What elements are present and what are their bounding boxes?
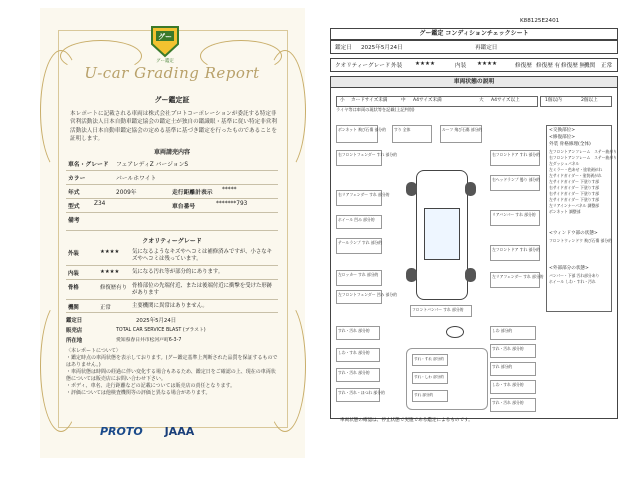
quality-stars: 正常	[100, 305, 111, 311]
callout-text: ルーフ 飛び石傷 部分的	[442, 127, 483, 132]
field-value: *****	[222, 187, 237, 193]
list-item: ボンネット 調整部	[549, 209, 581, 214]
part-callout	[336, 150, 397, 166]
callout-text: すれ・汚れ 部分的	[492, 346, 524, 351]
vehicle-row	[66, 170, 278, 185]
interior-callout	[490, 380, 536, 394]
list-item: 外装 骨格修理(全体)	[549, 142, 591, 147]
callout-text: すれ・しわ 部分的	[414, 375, 444, 379]
goo-kantei-badge-icon	[148, 24, 182, 58]
quality-desc: 主要機関に異常はありません。	[132, 303, 208, 309]
list-item: 右サイドガイダー 下塗りす部	[549, 185, 600, 190]
address-row	[66, 336, 278, 344]
car-top-diagram	[406, 170, 476, 300]
callout-text: 左ロッカー すれ 部分的	[338, 272, 379, 277]
callout-text: 右フロントドア すれ 部分的	[492, 152, 540, 157]
interior-callout	[490, 344, 536, 358]
field-label: 車名・グレード	[68, 162, 109, 168]
proto-logo: PROTO	[100, 425, 143, 438]
interior-callout	[336, 368, 380, 382]
quality-row	[66, 279, 278, 300]
interior-diagram	[336, 318, 536, 414]
callout-text: 右ヘッドランプ 曇り 部分的	[492, 177, 540, 182]
parts-list-panel	[546, 125, 617, 312]
field-value: 2009年	[116, 190, 137, 196]
part-callout	[410, 305, 472, 317]
vehicle-row	[66, 156, 278, 171]
interior-callout	[490, 398, 536, 412]
field-label: 修復歴	[515, 63, 532, 69]
callout-text: ホイール 凹み 部分的	[338, 217, 375, 222]
field-label: 型式	[68, 204, 80, 210]
steering-wheel-icon	[446, 326, 464, 338]
field-label: クオリティーグレード	[335, 63, 391, 69]
interior-callout	[412, 354, 448, 366]
field-label: 内装	[455, 63, 467, 69]
note-item: ・評価については他検査機関等の評価と異なる場合があります。	[66, 390, 211, 396]
legend-note: ライヤ等は車両の現状等を記載(上記判別)	[336, 107, 415, 112]
callout-text: テールランプ すれ 部分的	[338, 240, 383, 245]
callout-text: しわ 部分的	[492, 328, 513, 333]
notes-title: 〈本レポートについて〉	[66, 348, 121, 354]
appraisal-date-row	[66, 316, 278, 324]
wheel-icon	[465, 268, 476, 282]
count-legend	[540, 96, 612, 107]
interior-callout	[412, 372, 448, 384]
interior-callout	[336, 348, 380, 362]
list-title: <交換部位>	[549, 128, 576, 133]
field-label: 走行距離計表示	[172, 190, 213, 196]
callout-text: 右フロントフェンダー すれ 部分的	[338, 152, 397, 157]
callout-text: 左リアフェンダー すれ 部分的	[492, 274, 544, 279]
list-title: <ウィンドウ部の状態>	[549, 231, 598, 236]
dealer-row	[66, 326, 278, 334]
vehicle-row	[66, 198, 278, 213]
quality-desc: 気になる汚れ等が部分的にあります。	[132, 269, 224, 275]
interior-callout	[336, 388, 385, 402]
field-value: パールホワイト	[116, 176, 157, 182]
field-label: 年式	[68, 190, 80, 196]
note-item: ・鑑定時点の車両状態を表示しております。(グー鑑定基準上判断された品質を保証するものではありません。)	[66, 355, 278, 368]
certificate-intro: 本レポートに記載される車両は株式会社プロトコーポレーションが委託する特定非営利活動法人日本自動車鑑定協会の鑑定士が独自の鑑識眼・基準に従い特定非営利活動法人日本自動車鑑定協会の定める基準に基づき鑑定を行ったものであることを証明します。	[70, 111, 277, 143]
list-item: 左サイドガイダー 下塗りす部	[549, 197, 600, 202]
wheel-icon	[406, 182, 417, 196]
part-callout	[336, 270, 382, 286]
quality-row	[66, 245, 278, 266]
part-callout	[392, 125, 432, 143]
logo-row	[100, 425, 260, 443]
quality-label: 骨格	[68, 285, 79, 291]
list-item: 左ダッシュパネル	[549, 161, 580, 166]
note-item: ・ボディ、車名、走行距離などの記載については販売店の責任となります。	[66, 383, 236, 389]
exterior-stars: ★★★★	[415, 61, 436, 67]
vehicle-row	[66, 212, 278, 231]
dealer-address: 愛知県春日井市松河戸町6-3-7	[116, 338, 182, 343]
callout-text: すれ・汚れ 部分的	[492, 400, 524, 405]
interior-callout	[490, 362, 536, 376]
quality-stars: ★★★★	[100, 269, 120, 275]
callout-text: すれ・すれ 部分的	[414, 357, 444, 361]
field-value: *******793	[216, 201, 248, 207]
appraisal-date: 2025年5月24日	[136, 318, 177, 324]
vehicle-row	[66, 184, 278, 199]
field-label: 車台番号	[172, 204, 196, 210]
callout-text: 左フロントフェンダー 凹み 部分的	[338, 292, 397, 297]
appraisal-date: 2025年5月24日	[361, 45, 403, 51]
list-item: バンパー・下部 汚れ部分あり	[549, 273, 600, 278]
size-desc: カードサイズ未満	[351, 98, 388, 103]
field-label: 外装	[391, 63, 403, 69]
field-label: 鑑定日	[335, 45, 352, 51]
list-item: <修復部位>	[549, 135, 576, 140]
callout-text: すれ・汚れ 部分的	[338, 328, 370, 333]
size-key: 小	[340, 98, 345, 103]
part-callout	[336, 238, 382, 254]
jaaa-logo: JAAA	[164, 425, 195, 438]
wheel-icon	[465, 182, 476, 196]
part-callout	[336, 125, 386, 143]
field-label: 販売店	[66, 328, 83, 334]
size-desc: A4サイズ未満	[413, 98, 442, 103]
badge-label: グー鑑定	[156, 59, 174, 64]
field-label: 機関	[584, 63, 596, 69]
quality-row	[66, 299, 278, 313]
part-callout	[490, 210, 540, 226]
dealer-name: TOTAL CAR SERVICE BLAST (ブラスト)	[116, 328, 206, 333]
callout-text: 左フロントドア すれ 部分的	[492, 247, 540, 252]
note-item: ・車両状態は時間の経過に伴い変化する場合もあるため、鑑定日をご確認の上、現在の車両状態については販売店にお問い合わせ下さい。	[66, 369, 276, 382]
callout-text: フロントバンパー すれ 部分的	[412, 307, 464, 312]
size-legend	[336, 96, 538, 107]
part-callout	[336, 215, 382, 229]
size-key: 大	[479, 98, 484, 103]
interior-callout	[490, 326, 536, 340]
callout-text: すり 全体	[394, 127, 411, 132]
part-callout	[490, 245, 540, 261]
certificate-subtitle: グー鑑定証	[154, 96, 190, 104]
quality-section-title: クオリティーグレード	[142, 238, 202, 245]
list-item: 左リアインナーパネル 調整部	[549, 203, 600, 208]
quality-stars: 修復歴有り	[100, 285, 127, 291]
field-value: Z34	[94, 201, 106, 207]
quality-desc: 気になるようなキズやヘコミは補修済みですが、小さなキズやヘコミは残っています。	[132, 249, 273, 262]
size-desc: A4サイズ以上	[491, 98, 520, 103]
repair-option: 修復歴 有	[536, 63, 561, 69]
size-key: 中	[401, 98, 406, 103]
list-item: ホイール しわ・すれ・汚れ	[549, 279, 596, 284]
quality-desc: 骨格部位の先端付近、または後端付近に衝撃を受けた形跡があります	[132, 283, 273, 296]
field-label: 鑑定日	[66, 318, 83, 324]
field-label: 所在地	[66, 338, 83, 344]
quality-label: 機関	[68, 305, 79, 311]
certificate-title: U-car Grading Report	[84, 64, 260, 82]
callout-text: すれ・汚れ 部分的	[338, 370, 370, 375]
svg-text:グー: グー	[158, 33, 172, 41]
part-callout	[490, 175, 540, 191]
callout-text: しわ・すれ 部分的	[338, 350, 370, 355]
interior-callout	[412, 390, 448, 402]
field-value: フェアレディZ バージョンS	[116, 162, 189, 168]
list-item: 右フロントアンフレーム ステー曲がり	[549, 155, 617, 160]
sheet-title: グー鑑定 コンディションチェックシート	[330, 28, 618, 40]
car-cabin-outline	[424, 208, 460, 260]
field-label: 再鑑定日	[475, 45, 498, 51]
field-label: 備考	[68, 218, 80, 224]
list-item: フロントウィンドウ 飛び石傷 部分的	[549, 238, 612, 243]
part-callout	[336, 190, 390, 206]
list-item: 左フロントアンフレーム ステー曲がり	[549, 149, 617, 154]
part-callout	[490, 150, 540, 166]
callout-text: すれ・汚れ・ほつれ 部分的	[338, 390, 385, 395]
list-item: 右サイドガイダー 下塗りす部	[549, 191, 600, 196]
callout-text: すれ 部分的	[492, 364, 513, 369]
sheet-footer-note: 車両状態の確認は、停止状態で実施である鑑定によるものです。	[340, 418, 473, 423]
document-number: K88125E2401	[520, 18, 560, 24]
callout-text: すれ 部分的	[414, 393, 434, 397]
part-callout	[336, 290, 397, 304]
count-key: 2個以上	[581, 98, 598, 103]
callout-text: しわ・すれ 部分的	[492, 382, 524, 387]
engine-status: 正常	[601, 63, 613, 69]
callout-text: ボンネット 飛び石傷 部分的	[338, 127, 386, 132]
callout-text: リアバンパー すれ 部分的	[492, 212, 536, 217]
quality-stars: ★★★★	[100, 249, 120, 255]
notes-block	[66, 348, 278, 397]
field-label: カラー	[68, 176, 86, 182]
vehicle-section-title: 車両請売内容	[153, 149, 190, 156]
quality-label: 外装	[68, 251, 79, 257]
part-callout	[440, 125, 482, 143]
callout-text: 右リアフェンダー すれ 部分的	[338, 192, 390, 197]
condition-title: 車両状態の説明	[330, 76, 618, 88]
interior-callout	[336, 326, 380, 340]
list-item: 左サイドガイダー 下塗りす部	[549, 179, 600, 184]
sheet-quality-row	[330, 58, 618, 72]
list-item: 左サイドガイダー・塗装剥がれ	[549, 173, 602, 178]
repair-option: 修復歴 無	[561, 63, 586, 69]
interior-stars: ★★★★	[477, 61, 498, 67]
part-callout	[490, 272, 544, 288]
count-key: 1個以内	[545, 98, 562, 103]
quality-label: 内装	[68, 271, 79, 277]
list-item: 左ミラー・色あせ・塗装剥がれ	[549, 167, 603, 172]
quality-row	[66, 265, 278, 280]
wheel-icon	[406, 268, 417, 282]
sheet-header-row	[330, 40, 618, 54]
list-title: <外部部分の状態>	[549, 266, 589, 271]
